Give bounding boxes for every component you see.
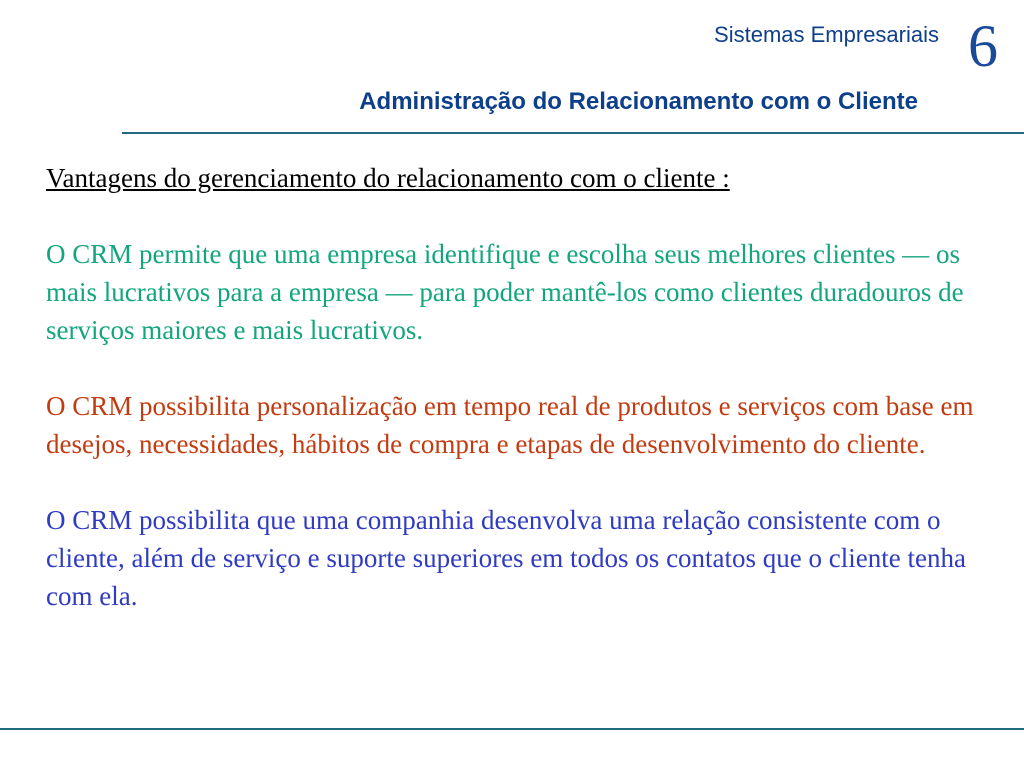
section-heading: Vantagens do gerenciamento do relacionamento com o cliente : (46, 163, 730, 193)
chapter-number: 6 (968, 13, 998, 79)
paragraph-personalization: O CRM possibilita personalização em tempo real de produtos e serviços com base em desejos, necessidades, hábitos de compra e etapas de desenvolvimento do cliente. (46, 391, 974, 459)
footer-divider (0, 728, 1024, 730)
paragraph-consistent-relationship: O CRM possibilita que uma companhia desenvolva uma relação consistente com o cliente, além de serviço e suporte superiores em todos os contatos que o cliente tenha com ela. (46, 505, 966, 611)
book-title: Sistemas Empresariais (714, 22, 939, 47)
slide-content (46, 159, 976, 615)
paragraph-identify-clients: O CRM permite que uma empresa identifique e escolha seus melhores clientes — os mais lucrativos para a empresa — para poder mantê-los como clientes duradouros de serviços maiores e mais lucrativos. (46, 239, 964, 345)
title-divider (122, 132, 1024, 134)
slide-title: Administração do Relacionamento com o Cliente (359, 88, 918, 115)
